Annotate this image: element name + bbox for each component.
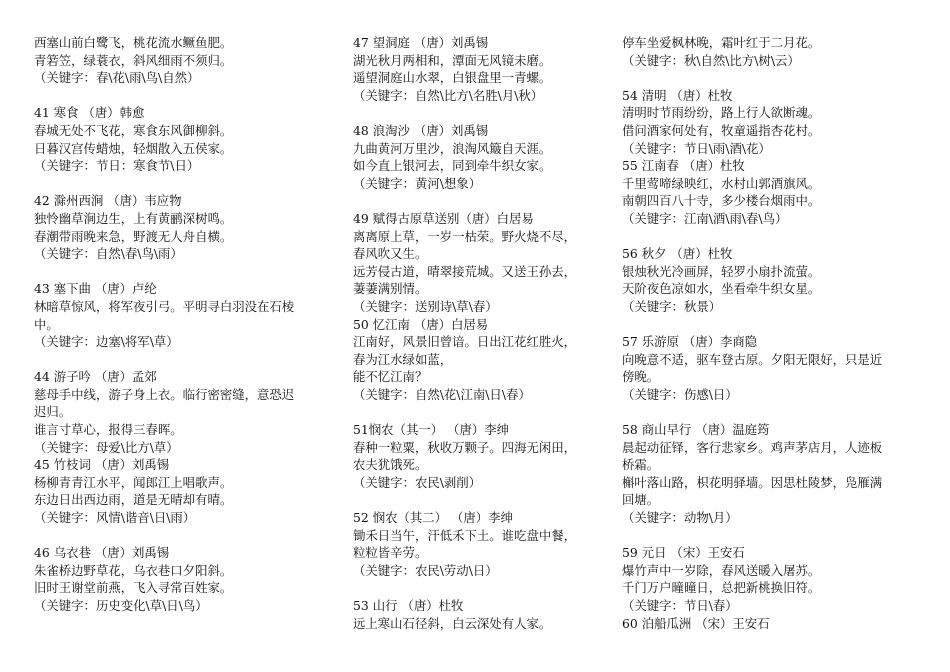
text-line: 春风吹又生。 (353, 246, 428, 262)
text-line: 向晚意不适，驱车登古原。夕阳无限好，只是近 (622, 351, 883, 367)
text-line: 爆竹声中一岁除，春风送暖入屠苏。 (622, 562, 821, 578)
poem-column-1 (34, 34, 326, 615)
blank-line (34, 175, 326, 193)
text-line: 春城无处不飞花，寒食东风御柳斜。 (34, 122, 233, 138)
text-line: 56 秋夕 （唐）杜牧 (622, 246, 733, 262)
text-line: 50 忆江南 （唐）白居易 (353, 316, 489, 332)
text-line: （关键字：秋\自然\比方\树\云） (622, 52, 800, 68)
text-line: 能不忆江南？ (353, 369, 428, 385)
text-line: 杨柳青青江水平，闻郎江上唱歌声。 (34, 474, 233, 490)
text-line: 千里莺啼绿映红，水村山郭酒旗风。 (622, 175, 821, 191)
text-line: 千门万户曈曈日，总把新桃换旧符。 (622, 580, 821, 596)
text-line: 49 赋得古原草送别（唐）白居易 (353, 210, 534, 226)
text-line: 停车坐爱枫林晚，霜叶红于二月花。 (622, 35, 821, 50)
text-line: 青箬笠，绿蓑衣，斜风细雨不须归。 (34, 52, 233, 68)
text-line: 清明时节雨纷纷，路上行人欲断魂。 (622, 105, 821, 121)
text-line: （关键字：黄河\想象） (353, 175, 482, 191)
text-line: （关键字：秋景） (622, 298, 722, 314)
text-line: 春为江水绿如蓝， (353, 351, 453, 367)
blank-line (34, 87, 326, 105)
text-line: 春种一粒粟，秋收万颗子。四海无闲田， (353, 439, 577, 455)
text-line: 春潮带雨晚来急，野渡无人舟自横。 (34, 228, 233, 244)
text-line: （关键字：伤感\日） (622, 386, 738, 402)
text-line: 遥望洞庭山水翠，白银盘里一青螺。 (353, 70, 552, 86)
blank-line (34, 263, 326, 281)
text-line: 57 乐游原 （唐）李商隐 (622, 334, 758, 350)
text-line: 慈母手中线，游子身上衣。临行密密缝，意恐迟 (34, 386, 295, 402)
text-line: 天阶夜色凉如水，坐看牵牛织女星。 (622, 281, 821, 297)
blank-line (622, 403, 912, 421)
blank-line (34, 527, 326, 545)
blank-line (353, 403, 595, 421)
text-line: （关键字：母爱\比方\草） (34, 439, 179, 455)
text-line: （关键字：自然\比方\名胜\月\秋） (353, 87, 544, 103)
blank-line (34, 351, 326, 369)
text-line: 远芳侵古道，晴翠接荒城。又送王孙去， (353, 263, 577, 279)
text-line: （关键字：风情\谐音\日\雨） (34, 510, 196, 526)
text-line: 44 游子吟 （唐）孟郊 (34, 369, 157, 385)
text-line: （关键字：动物\月） (622, 510, 738, 526)
text-line: 回塘。 (622, 492, 660, 508)
poem-column-2 (353, 34, 595, 632)
text-line: （关键字：送别诗\草\春） (353, 298, 498, 314)
text-line: 湖光秋月两相和，潭面无风镜未磨。 (353, 52, 552, 68)
poem-column-3 (622, 34, 912, 632)
text-line: 43 塞下曲 （唐）卢纶 (34, 281, 157, 297)
text-line: 迟归。 (34, 404, 72, 420)
text-line: 谁言寸草心，报得三春晖。 (34, 422, 183, 438)
text-line: 47 望洞庭 （唐）刘禹锡 (353, 35, 489, 50)
text-line: 59 元日 （宋）王安石 (622, 545, 745, 561)
text-line: 九曲黄河万里沙，浪淘风簸自天涯。 (353, 140, 552, 156)
text-line: 林暗草惊风，将军夜引弓。平明寻白羽没在石棱 (34, 298, 295, 314)
text-line: 54 清明 （唐）杜牧 (622, 87, 733, 103)
text-line: 西塞山前白鹭飞，桃花流水鳜鱼肥。 (34, 35, 233, 50)
text-line: 52 悯农（其二） （唐）李绅 (353, 510, 513, 526)
text-line: 日暮汉宫传蜡烛，轻烟散入五侯家。 (34, 140, 233, 156)
text-line: 58 商山早行 （唐）温庭筠 (622, 422, 770, 438)
blank-line (353, 192, 595, 210)
text-line: 江南好，风景旧曾谙。日出江花红胜火， (353, 334, 577, 350)
text-line: 槲叶落山路，枳花明驿墙。因思杜陵梦，凫雁满 (622, 474, 883, 490)
text-line: 48 浪淘沙 （唐）刘禹锡 (353, 122, 489, 138)
text-line: 45 竹枝词 （唐）刘禹锡 (34, 457, 170, 473)
text-line: （关键字：自然\花\江南\日\春） (353, 386, 531, 402)
blank-line (622, 69, 912, 87)
text-line: 借问酒家何处有，牧童遥指杏花村。 (622, 122, 821, 138)
text-line: 锄禾日当午，汗低禾下土。谁吃盘中餐， (353, 527, 577, 543)
text-line: 60 泊船瓜洲 （宋）王安石 (622, 615, 770, 631)
text-line: 46 乌衣巷 （唐）刘禹锡 (34, 545, 170, 561)
text-line: 晨起动征铎，客行悲家乡。鸡声茅店月，人迹板 (622, 439, 883, 455)
blank-line (353, 491, 595, 509)
text-line: 桥霜。 (622, 457, 660, 473)
text-line: 中。 (34, 316, 59, 332)
text-line: （关键字：节日\雨\酒\花） (622, 140, 771, 156)
blank-line (353, 104, 595, 122)
text-line: （关键字：自然\春\鸟\雨） (34, 246, 183, 262)
text-line: 53 山行 （唐）杜牧 (353, 598, 464, 613)
text-line: 东边日出西边雨，道是无晴却有晴。 (34, 492, 233, 508)
text-line: 41 寒食 （唐）韩愈 (34, 105, 145, 121)
text-line: 独怜幽草涧边生，上有黄鹂深树鸣。 (34, 210, 233, 226)
text-line: 42 滁州西涧 （唐）韦应物 (34, 193, 182, 209)
text-line: （关键字：农民\劳动\日） (353, 562, 498, 578)
text-line: 离离原上草，一岁一枯荣。野火烧不尽， (353, 228, 577, 244)
text-line: 朱雀桥边野草花，乌衣巷口夕阳斜。 (34, 562, 233, 578)
text-line: 南朝四百八十寺，多少楼台烟雨中。 (622, 193, 821, 209)
text-line: 55 江南春 （唐）杜牧 (622, 158, 745, 174)
text-line: （关键字：历史变化\草\日\鸟） (34, 598, 208, 613)
text-line: 萋萋满别情。 (353, 281, 428, 297)
blank-line (622, 316, 912, 334)
text-line: （关键字：农民\剥削） (353, 474, 482, 490)
text-line: 如今直上银河去，同到牵牛织女家。 (353, 158, 552, 174)
text-line: 远上寒山石径斜，白云深处有人家。 (353, 615, 552, 631)
text-line: （关键字：江南\酒\雨\春\鸟） (622, 210, 788, 226)
text-line: （关键字：节日：寒食节\日） (34, 158, 200, 174)
blank-line (622, 228, 912, 246)
text-line: （关键字：春\花\雨\鸟\自然） (34, 70, 200, 86)
text-line: （关键字：节日\春） (622, 598, 738, 613)
text-line: 旧时王谢堂前燕，飞入寻常百姓家。 (34, 580, 233, 596)
text-line: 银烛秋光冷画屏，轻罗小扇扑流萤。 (622, 263, 821, 279)
blank-line (622, 527, 912, 545)
text-line: 傍晚。 (622, 369, 660, 385)
text-line: 51悯农（其一） （唐）李绅 (353, 422, 510, 438)
blank-line (353, 579, 595, 597)
text-line: （关键字：边塞\将军\草） (34, 334, 179, 350)
text-line: 粒粒皆辛劳。 (353, 545, 428, 561)
text-line: 农夫犹饿死。 (353, 457, 428, 473)
